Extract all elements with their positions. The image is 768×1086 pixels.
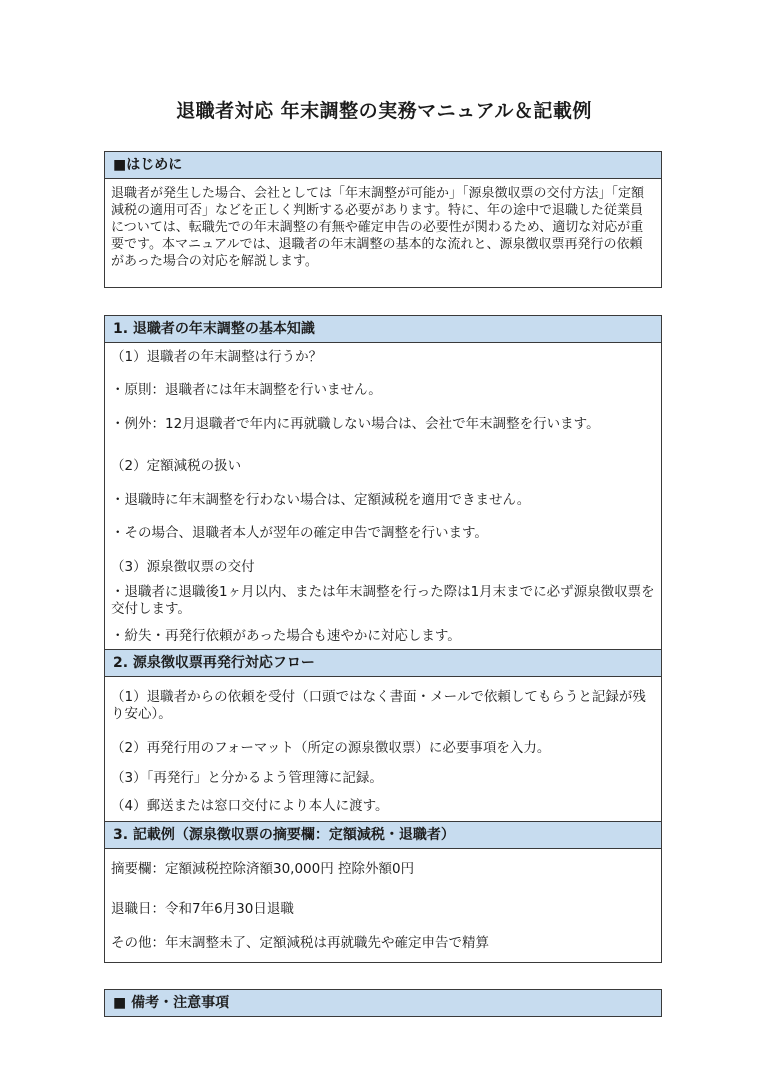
section1-item: （1）退職者の年末調整は行うか？ bbox=[111, 349, 323, 365]
intro-heading: ■はじめに bbox=[105, 152, 661, 179]
section1-item: （3）源泉徴収票の交付 bbox=[111, 559, 255, 575]
section3-item: 摘要欄：定額減税控除済額30,000円 控除外額0円 bbox=[111, 861, 415, 877]
section3-item: 退職日：令和7年6月30日退職 bbox=[111, 901, 294, 917]
section1-body bbox=[105, 343, 661, 649]
section2-item: （2）再発行用のフォーマット（所定の源泉徴収票）に必要事項を入力。 bbox=[111, 740, 551, 756]
section1-item: ・退職者に退職後1ヶ月以内、または年末調整を行った際は1月末までに必ず源泉徴収票を交付します。 bbox=[111, 584, 655, 617]
section1-item: ・原則：退職者には年末調整を行いません。 bbox=[111, 382, 382, 398]
section2-heading: 2. 源泉徴収票再発行対応フロー bbox=[105, 649, 661, 677]
section1-item: ・例外：12月退職者で年内に再就職しない場合は、会社で年末調整を行います。 bbox=[111, 416, 600, 432]
notes-box bbox=[104, 989, 662, 1017]
page-title: 退職者対応 年末調整の実務マニュアル＆記載例 bbox=[176, 100, 592, 122]
section1-item: ・紛失・再発行依頼があった場合も速やかに対応します。 bbox=[111, 628, 461, 644]
section3-item: その他：年末調整未了、定額減税は再就職先や確定申告で精算 bbox=[111, 935, 489, 951]
section1-item: （2）定額減税の扱い bbox=[111, 458, 242, 474]
section2-body bbox=[105, 677, 661, 821]
section2-item: （3）「再発行」と分かるよう管理簿に記録。 bbox=[111, 770, 383, 786]
notes-heading: ■ 備考・注意事項 bbox=[105, 990, 661, 1016]
section1-heading: 1. 退職者の年末調整の基本知識 bbox=[105, 316, 661, 343]
section2-item: （4）郵送または窓口交付により本人に渡す。 bbox=[111, 798, 389, 814]
section1-item: ・退職時に年末調整を行わない場合は、定額減税を適用できません。 bbox=[111, 492, 531, 508]
intro-box bbox=[104, 151, 662, 288]
main-sections-box bbox=[104, 315, 662, 963]
section3-heading: 3. 記載例（源泉徴収票の摘要欄：定額減税・退職者） bbox=[105, 821, 661, 849]
intro-body: 退職者が発生した場合、会社としては「年末調整が可能か」「源泉徴収票の交付方法」「定額減税の適用可否」などを正しく判断する必要があります。特に、年の途中で退職した従業員については、転職先での年末調整の有無や確定申告の必要性が関わるため、適切な対応が重要です。本マニュアルでは、退職者の年末調整の基本的な流れと、源泉徴収票再発行の依頼があった場合の対応を解説します。 bbox=[111, 186, 645, 269]
section1-item: ・その場合、退職者本人が翌年の確定申告で調整を行います。 bbox=[111, 525, 488, 541]
section2-item: （1）退職者からの依頼を受付（口頭ではなく書面・メールで依頼してもらうと記録が残り安心）。 bbox=[111, 689, 646, 722]
section3-body bbox=[105, 849, 661, 966]
